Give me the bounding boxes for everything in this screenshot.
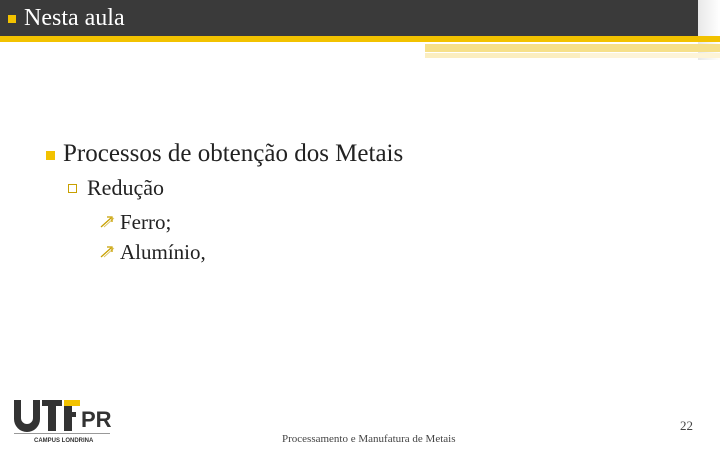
bullet-level-3: [100, 208, 686, 236]
page-number: 22: [680, 418, 693, 433]
slide-title: [8, 4, 125, 32]
bullet-text: Processos de obtenção dos Metais: [63, 140, 404, 167]
bullet-text: Ferro;: [120, 210, 172, 234]
svg-text:CAMPUS LONDRINA: CAMPUS LONDRINA: [34, 438, 94, 444]
square-bullet-icon: [46, 151, 55, 160]
bullet-level-2: [68, 174, 686, 202]
arrow-bullet-icon: [100, 215, 118, 229]
bullet-text: Alumínio,: [120, 240, 206, 264]
arrow-bullet-icon: [100, 245, 118, 259]
accent-stripe: [0, 36, 720, 42]
accent-stripe-lightest: [580, 53, 720, 58]
footer-course-name: Processamento e Manufatura de Metais: [282, 433, 456, 445]
hollow-square-bullet-icon: [68, 184, 77, 193]
slide-title-text: Nesta aula: [24, 5, 125, 31]
bullet-level-3: [100, 238, 686, 266]
accent-stripe-light: [425, 44, 720, 52]
bullet-level-1: [46, 138, 686, 170]
utfpr-logo: [12, 398, 112, 444]
bullet-text: Redução: [87, 175, 164, 200]
accent-stripe-lighter: [425, 53, 580, 58]
slide-body: [46, 138, 686, 266]
square-bullet-icon: [8, 15, 16, 23]
svg-text:PR: PR: [81, 407, 112, 432]
